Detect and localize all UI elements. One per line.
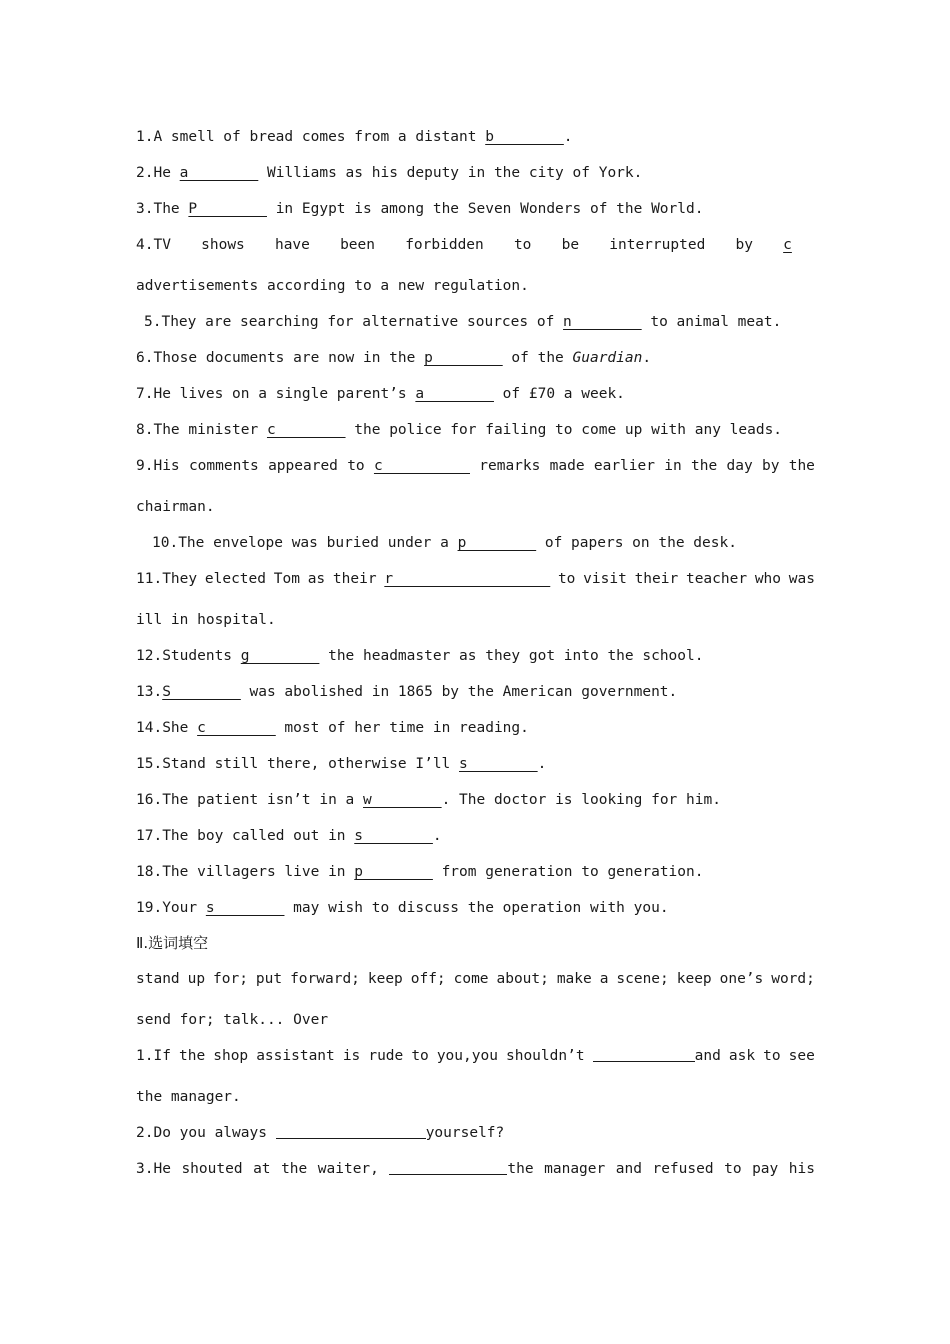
question-word: the xyxy=(178,1048,206,1064)
answer-blank[interactable]: c________ xyxy=(197,720,276,736)
question-text: was abolished in 1865 by the American government. xyxy=(240,684,678,700)
question-word: by xyxy=(761,458,780,474)
question-text: of £70 a week. xyxy=(493,386,625,402)
question-17 xyxy=(136,825,815,847)
question-number: 3. xyxy=(136,1161,154,1177)
answer-blank[interactable]: S________ xyxy=(162,684,241,700)
question-1 xyxy=(136,126,815,148)
question-word: rude xyxy=(368,1048,404,1064)
question-text: . xyxy=(537,756,547,772)
word-bank-item: word; xyxy=(771,971,815,987)
question-word: be xyxy=(561,237,580,253)
word-bank-item: for; xyxy=(213,971,248,987)
answer-blank[interactable]: c__________ xyxy=(373,458,470,474)
answer-blank[interactable]: s________ xyxy=(205,900,285,916)
question-number: 14. xyxy=(136,720,163,736)
question-15 xyxy=(136,753,815,775)
answer-blank[interactable]: c________ xyxy=(266,422,346,438)
question-word: waiter, xyxy=(317,1161,379,1177)
answer-blank[interactable]: w________ xyxy=(363,792,442,808)
question-number: 3. xyxy=(136,201,154,217)
question-number: 18. xyxy=(136,864,163,880)
question-5 xyxy=(144,311,823,333)
question-number: 9. xyxy=(136,458,154,474)
question-text: the police for failing to come up with any leads. xyxy=(345,422,783,438)
question-13 xyxy=(136,681,815,703)
question-word: the xyxy=(281,1161,308,1177)
question-word: to xyxy=(763,1048,781,1064)
question-19 xyxy=(136,897,815,919)
question-text: Students xyxy=(162,648,241,664)
question-word: refused xyxy=(652,1161,714,1177)
question-word: to xyxy=(557,571,576,587)
question-number: 11. xyxy=(136,571,163,587)
word-bank-item: forward; xyxy=(290,971,360,987)
question-text: The minister xyxy=(153,422,267,438)
answer-blank[interactable]: p________ xyxy=(354,864,433,880)
question-number: 8. xyxy=(136,422,154,438)
question-word: Tom xyxy=(273,571,300,587)
question-3 xyxy=(136,198,815,220)
question-word: their xyxy=(332,571,377,587)
answer-blank[interactable]: P________ xyxy=(188,201,267,217)
question-number: 19. xyxy=(136,900,163,916)
question-text: Do you always xyxy=(153,1125,276,1141)
question-word: interrupted xyxy=(609,237,706,253)
question-number: 6. xyxy=(136,350,154,366)
question-text: She xyxy=(162,720,198,736)
question-text: The envelope was buried under a xyxy=(178,535,458,551)
question-9-continued xyxy=(136,496,815,518)
question-16 xyxy=(136,789,815,811)
question-text: He lives on a single parent’s xyxy=(153,386,416,402)
answer-blank[interactable]: s________ xyxy=(459,756,538,772)
question-word: the xyxy=(691,458,718,474)
question-text: of papers on the desk. xyxy=(536,535,737,551)
question-word: remarks xyxy=(479,458,541,474)
question-text: chairman. xyxy=(136,499,215,515)
question-word: you,you xyxy=(436,1048,498,1064)
word-bank-item: put xyxy=(255,971,283,987)
question-text: The villagers live in xyxy=(162,864,355,880)
question-2 xyxy=(136,162,815,184)
question-number: 10. xyxy=(152,535,179,551)
word-bank-item: one’s xyxy=(719,971,764,987)
question-word: his xyxy=(788,1161,815,1177)
question-10 xyxy=(152,532,831,554)
question-word: as xyxy=(307,571,326,587)
answer-blank[interactable]: r__________________ xyxy=(384,571,551,587)
answer-blank[interactable]: g________ xyxy=(240,648,320,664)
question-word: forbidden xyxy=(405,237,484,253)
word-bank-item: come xyxy=(453,971,489,987)
word-bank-item: stand xyxy=(136,971,180,987)
question-word: been xyxy=(340,237,375,253)
question-18 xyxy=(136,861,815,883)
question-text: Stand still there, otherwise I’ll xyxy=(162,756,460,772)
question-text: from generation to generation. xyxy=(432,864,704,880)
word-bank-item: keep xyxy=(676,971,712,987)
question-word: teacher xyxy=(685,571,748,587)
question-text: The xyxy=(153,201,189,217)
question-text: yourself? xyxy=(425,1125,505,1141)
question-word: by xyxy=(735,237,753,253)
question-word: 11.They xyxy=(136,571,198,587)
question-word: 3.He xyxy=(136,1161,171,1177)
answer-blank[interactable]: c xyxy=(783,237,792,253)
question-word: pay xyxy=(752,1161,779,1177)
question-word: shouldn’t xyxy=(505,1048,585,1064)
question-text: . xyxy=(563,129,573,145)
word-bank-item: a xyxy=(599,971,609,987)
question-text: . The doctor is looking for him. xyxy=(441,792,721,808)
question-number: 2. xyxy=(136,165,154,181)
question-word: day xyxy=(726,458,753,474)
question-word: in xyxy=(664,458,682,474)
question-8 xyxy=(136,419,815,441)
question-word: have xyxy=(274,237,310,253)
question-text: most of her time in reading. xyxy=(275,720,529,736)
answer-blank[interactable] xyxy=(276,1123,426,1139)
question-text: They are searching for alternative sources of xyxy=(161,314,564,330)
answer-blank[interactable]: a________ xyxy=(179,165,259,181)
question-text: the headmaster as they got into the school. xyxy=(319,648,704,664)
question-word: was xyxy=(788,571,815,587)
question-word: made xyxy=(549,458,585,474)
question-14 xyxy=(136,717,815,739)
question-number: 2. xyxy=(136,1125,154,1141)
question-word: earlier xyxy=(593,458,655,474)
question-text: . xyxy=(432,828,442,844)
question-9 xyxy=(136,455,815,477)
question-text: Your xyxy=(162,900,206,916)
word-bank-continued: send for; talk... Over xyxy=(136,1012,329,1028)
question-7 xyxy=(136,383,815,405)
answer-blank[interactable]: n________ xyxy=(563,314,642,330)
question-text: in Egypt is among the Seven Wonders of the World. xyxy=(266,201,704,217)
question-word: elected xyxy=(204,571,266,587)
question-text: to animal meat. xyxy=(641,314,782,330)
publication-title: Guardian xyxy=(572,350,643,366)
question-11-continued xyxy=(136,609,815,631)
question-word: their xyxy=(634,571,679,587)
question-text: ill in hospital. xyxy=(136,612,276,628)
question-text: . xyxy=(642,350,652,366)
question-4-continued xyxy=(136,275,815,297)
question-text: Williams as his deputy in the city of York. xyxy=(258,165,643,181)
word-bank-item: up xyxy=(187,971,206,987)
word-bank-item: about; xyxy=(496,971,549,987)
fill-question-1: 1.If the shop assistant is rude to you,you shouldn’t and ask to see xyxy=(136,1045,815,1067)
question-word: appeared xyxy=(268,458,338,474)
question-text: The boy called out in xyxy=(162,828,355,844)
answer-blank[interactable]: s________ xyxy=(354,828,433,844)
question-text: may wish to discuss the operation with you. xyxy=(284,900,669,916)
word-bank-item: make xyxy=(556,971,592,987)
question-word: to xyxy=(347,458,365,474)
question-word: the xyxy=(788,458,815,474)
question-text: A smell of bread comes from a distant xyxy=(153,129,486,145)
question-word: shouted xyxy=(181,1161,243,1177)
question-number: 5. xyxy=(144,314,162,330)
question-number: 17. xyxy=(136,828,163,844)
question-word: ask xyxy=(728,1048,756,1064)
question-text: advertisements according to a new regulation. xyxy=(136,278,529,294)
question-number: 1. xyxy=(136,129,154,145)
question-number: 13. xyxy=(136,684,163,700)
question-word: who xyxy=(754,571,782,587)
question-number: 15. xyxy=(136,756,163,772)
question-word: visit xyxy=(583,571,627,587)
question-text: Those documents are now in the xyxy=(153,350,425,366)
question-number: 1. xyxy=(136,1048,154,1064)
answer-blank[interactable]: p________ xyxy=(424,350,503,366)
question-word: 4.TV xyxy=(136,237,171,253)
word-bank xyxy=(136,968,815,990)
fill-question-2 xyxy=(136,1122,815,1144)
question-number: 12. xyxy=(136,648,163,664)
question-text: He xyxy=(153,165,180,181)
question-word: to xyxy=(411,1048,429,1064)
answer-blank[interactable]: a________ xyxy=(415,386,494,402)
answer-blank[interactable]: b________ xyxy=(485,129,564,145)
question-text: of the xyxy=(502,350,573,366)
question-word: is xyxy=(342,1048,361,1064)
question-12 xyxy=(136,645,815,667)
answer-blank[interactable]: p________ xyxy=(457,535,537,551)
question-number: 7. xyxy=(136,386,154,402)
word-bank-item: keep xyxy=(367,971,403,987)
answer-blank[interactable] xyxy=(593,1046,695,1062)
answer-blank[interactable] xyxy=(389,1159,507,1175)
question-6 xyxy=(136,347,815,369)
fill-question-3: 3.He shouted at the waiter, the manager and refused to pay his xyxy=(136,1158,815,1180)
word-bank-item: scene; xyxy=(616,971,669,987)
question-word: comments xyxy=(188,458,259,474)
question-word: shows xyxy=(201,237,245,253)
question-number: 4. xyxy=(136,237,154,253)
question-word: to xyxy=(513,237,532,253)
question-word: to xyxy=(724,1161,742,1177)
question-word: manager xyxy=(544,1161,606,1177)
question-word: assistant xyxy=(256,1048,335,1064)
question-number: 16. xyxy=(136,792,163,808)
question-11 xyxy=(136,568,815,590)
question-word: 1.If xyxy=(136,1048,171,1064)
word-bank-item: off; xyxy=(410,971,446,987)
question-word: and xyxy=(615,1161,642,1177)
question-word: shop xyxy=(213,1048,249,1064)
fill-question-1-continued: the manager. xyxy=(136,1089,241,1105)
section-2-heading: Ⅱ.选词填空 xyxy=(136,934,209,952)
question-4 xyxy=(136,234,792,256)
question-text: The patient isn’t in a xyxy=(162,792,363,808)
question-word: 9.His xyxy=(136,458,180,474)
question-word: at xyxy=(253,1161,271,1177)
question-word: see xyxy=(788,1048,815,1064)
